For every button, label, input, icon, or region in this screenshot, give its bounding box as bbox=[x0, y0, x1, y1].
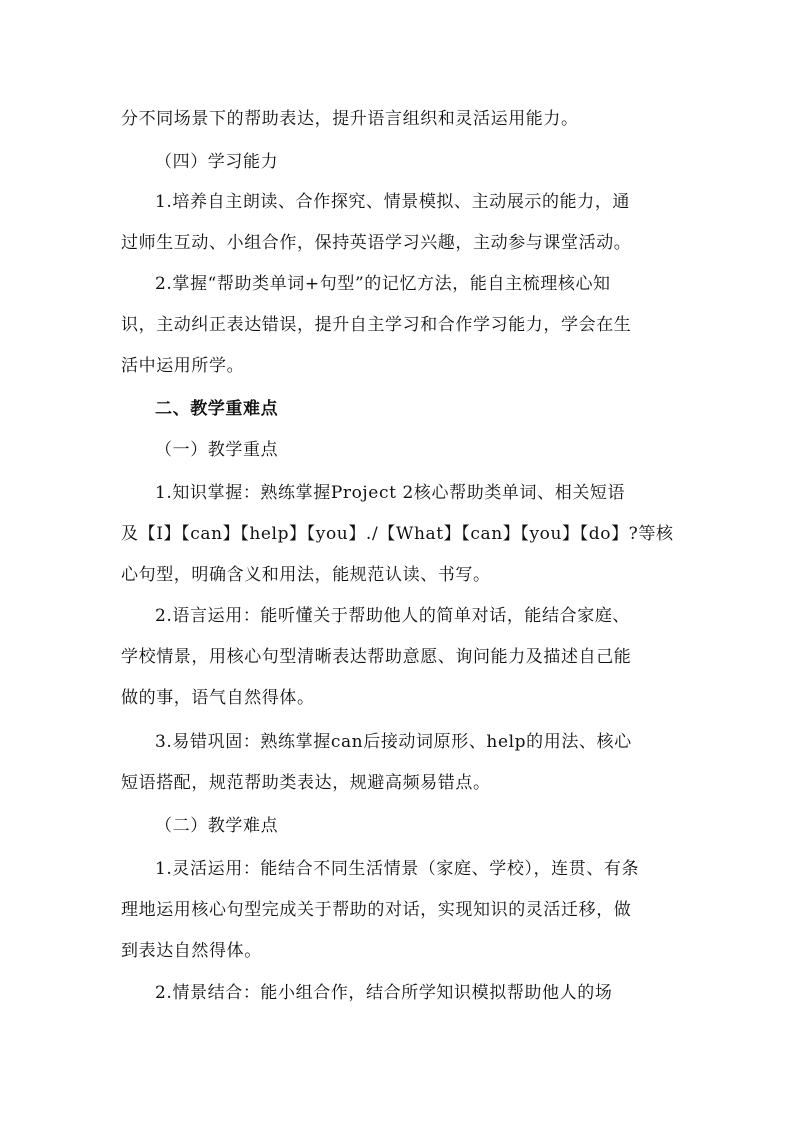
paragraph-line: 1.培养自主朗读、合作探究、情景模拟、主动展示的能力，通 bbox=[155, 192, 631, 212]
paragraph-line: 短语搭配，规范帮助类表达，规避高频易错点。 bbox=[121, 773, 491, 793]
paragraph-line: 学校情景，用核心句型清晰表达帮助意愿、询问能力及描述自己能 bbox=[121, 647, 632, 667]
paragraph-line: 做的事，语气自然得体。 bbox=[121, 688, 315, 708]
paragraph-line: 活中运用所学。 bbox=[121, 356, 245, 376]
paragraph-line: 2.情景结合：能小组合作，结合所学知识模拟帮助他人的场 bbox=[155, 983, 613, 1003]
section-subheading-teaching-key-points: （一）教学重点 bbox=[155, 440, 279, 460]
section-subheading-teaching-difficult-points: （二）教学难点 bbox=[155, 816, 279, 836]
paragraph-line: 理地运用核心句型完成关于帮助的对话，实现知识的灵活迁移，做 bbox=[121, 900, 632, 920]
paragraph-line: 2.语言运用：能听懂关于帮助他人的简单对话，能结合家庭、 bbox=[155, 606, 631, 626]
paragraph-line: 过师生互动、小组合作，保持英语学习兴趣，主动参与课堂活动。 bbox=[121, 233, 632, 253]
paragraph-line: 2.掌握“帮助类单词+句型”的记忆方法，能自主梳理核心知 bbox=[155, 274, 611, 294]
section-heading-key-difficult-points: 二、教学重难点 bbox=[155, 399, 279, 419]
paragraph-line: 到表达自然得体。 bbox=[121, 941, 262, 961]
paragraph-line: 识，主动纠正表达错误，提升自主学习和合作学习能力，学会在生 bbox=[121, 315, 632, 335]
section-subheading-learning-ability: （四）学习能力 bbox=[155, 152, 279, 172]
paragraph-line: 1.知识掌握：熟练掌握Project 2核心帮助类单词、相关短语 bbox=[155, 483, 626, 503]
paragraph-line: 分不同场景下的帮助表达，提升语言组织和灵活运用能力。 bbox=[121, 109, 579, 129]
paragraph-line: 心句型，明确含义和用法，能规范认读、书写。 bbox=[121, 565, 491, 585]
paragraph-line: 1.灵活运用：能结合不同生活情景（家庭、学校），连贯、有条 bbox=[155, 859, 640, 879]
paragraph-line: 及【I】【can】【help】【you】./【What】【can】【you】【do】?等核 bbox=[121, 524, 674, 544]
paragraph-line: 3.易错巩固：熟练掌握can后接动词原形、help的用法、核心 bbox=[155, 732, 632, 752]
